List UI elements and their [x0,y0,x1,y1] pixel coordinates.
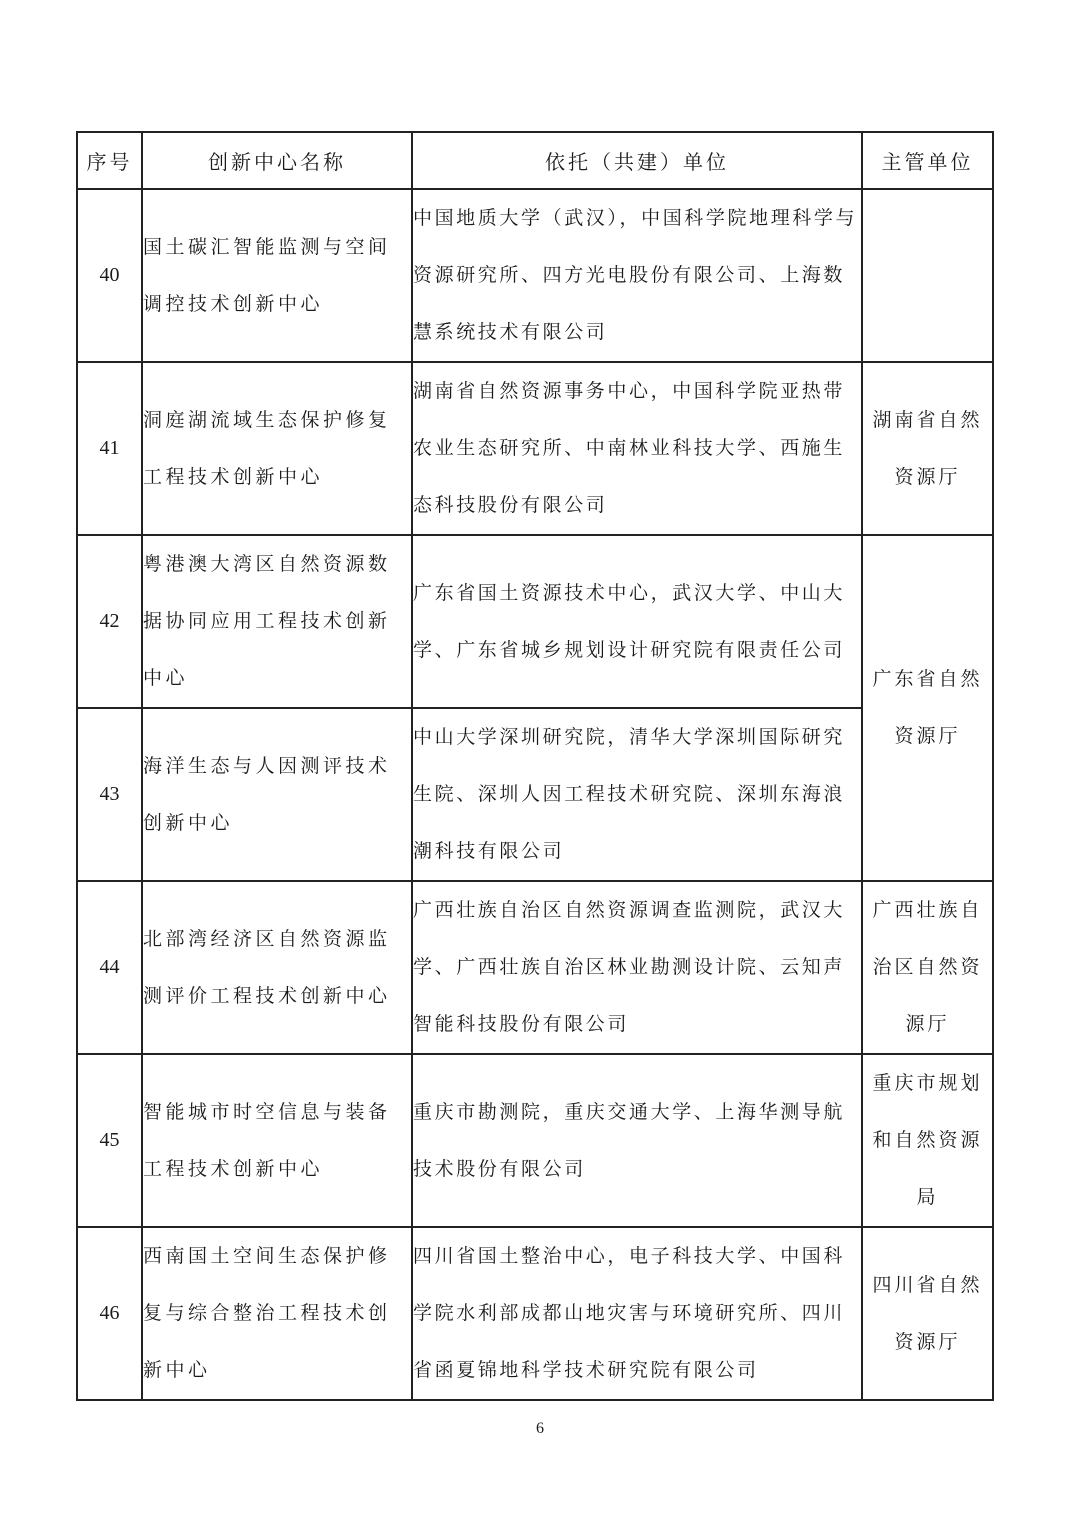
authority: 广西壮族自治区自然资源厅 [862,881,993,1054]
header-center-name: 创新中心名称 [142,132,412,189]
host-unit: 中山大学深圳研究院，清华大学深圳国际研究生院、深圳人因工程技术研究院、深圳东海浪潮科技有限公司 [412,708,862,881]
table-header-row [77,132,993,189]
table-row [77,189,993,362]
header-authority: 主管单位 [862,132,993,189]
table-row [77,881,993,1054]
row-number: 44 [77,881,142,1054]
row-number: 45 [77,1054,142,1227]
table-row [77,535,993,708]
host-unit: 重庆市勘测院，重庆交通大学、上海华测导航技术股份有限公司 [412,1054,862,1227]
header-host-unit: 依托（共建）单位 [412,132,862,189]
authority: 湖南省自然资源厅 [862,362,993,535]
row-number: 43 [77,708,142,881]
host-unit: 广东省国土资源技术中心，武汉大学、中山大学、广东省城乡规划设计研究院有限责任公司 [412,535,862,708]
host-unit: 湖南省自然资源事务中心，中国科学院亚热带农业生态研究所、中南林业科技大学、西施生态科技股份有限公司 [412,362,862,535]
authority: 重庆市规划和自然资源局 [862,1054,993,1227]
center-name: 北部湾经济区自然资源监测评价工程技术创新中心 [142,881,412,1054]
host-unit: 中国地质大学（武汉），中国科学院地理科学与资源研究所、四方光电股份有限公司、上海数慧系统技术有限公司 [412,189,862,362]
row-number: 40 [77,189,142,362]
row-number: 46 [77,1227,142,1400]
authority [862,189,993,362]
center-name: 西南国土空间生态保护修复与综合整治工程技术创新中心 [142,1227,412,1400]
center-name: 国土碳汇智能监测与空间调控技术创新中心 [142,189,412,362]
table-row [77,1227,993,1400]
row-number: 42 [77,535,142,708]
innovation-center-table [76,131,994,1401]
page-number: 6 [536,1420,544,1437]
table-row [77,708,993,881]
host-unit: 广西壮族自治区自然资源调查监测院，武汉大学、广西壮族自治区林业勘测设计院、云知声智能科技股份有限公司 [412,881,862,1054]
table-row [77,1054,993,1227]
center-name: 粤港澳大湾区自然资源数据协同应用工程技术创新中心 [142,535,412,708]
authority: 四川省自然资源厅 [862,1227,993,1400]
table-row [77,362,993,535]
row-number: 41 [77,362,142,535]
center-name: 洞庭湖流域生态保护修复工程技术创新中心 [142,362,412,535]
header-index: 序号 [77,132,142,189]
host-unit: 四川省国土整治中心，电子科技大学、中国科学院水利部成都山地灾害与环境研究所、四川省函夏锦地科学技术研究院有限公司 [412,1227,862,1400]
center-name: 海洋生态与人因测评技术创新中心 [142,708,412,881]
center-name: 智能城市时空信息与装备工程技术创新中心 [142,1054,412,1227]
authority: 广东省自然资源厅 [862,535,993,881]
